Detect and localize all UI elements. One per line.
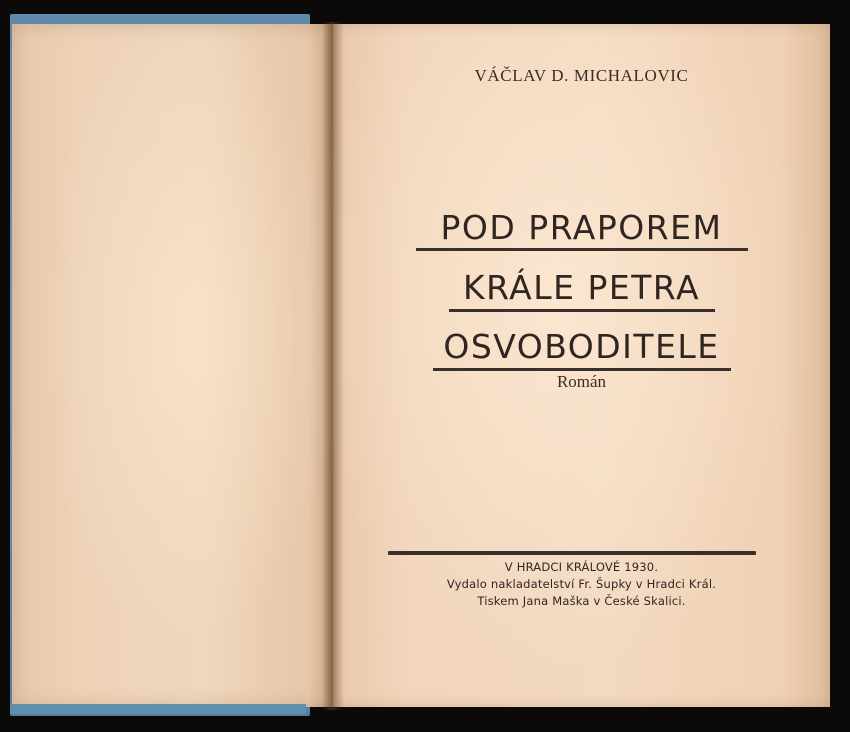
imprint-divider: [388, 551, 756, 555]
book-title-text-3: OSVOBODITELE: [443, 327, 720, 366]
title-underline-3: [433, 368, 731, 371]
book-title-text-2: KRÁLE PETRA: [462, 268, 701, 307]
title-underline-2: [449, 309, 715, 312]
book-title-line-1: [333, 210, 830, 251]
book-cover-bottom-edge: [10, 704, 306, 714]
blank-left-page: [12, 24, 334, 707]
author-name: VÁČLAV D. MICHALOVIC: [474, 66, 689, 85]
title-page: [333, 24, 830, 707]
book-title-line-3: [333, 329, 830, 371]
book-title-line-2: [333, 270, 830, 312]
genre-label: Román: [556, 372, 607, 391]
title-underline-1: [416, 248, 748, 251]
imprint-line-printer: Tiskem Jana Maška v České Skalici.: [477, 594, 686, 608]
imprint-line-publisher: Vydalo nakladatelství Fr. Šupky v Hradci Král.: [446, 577, 717, 591]
book-title-text-1: POD PRAPOREM: [440, 208, 723, 247]
imprint-block: [333, 559, 830, 610]
imprint-line-place-year: V HRADCI KRÁLOVÉ 1930.: [504, 560, 659, 574]
book-gutter-shadow: [322, 22, 344, 710]
